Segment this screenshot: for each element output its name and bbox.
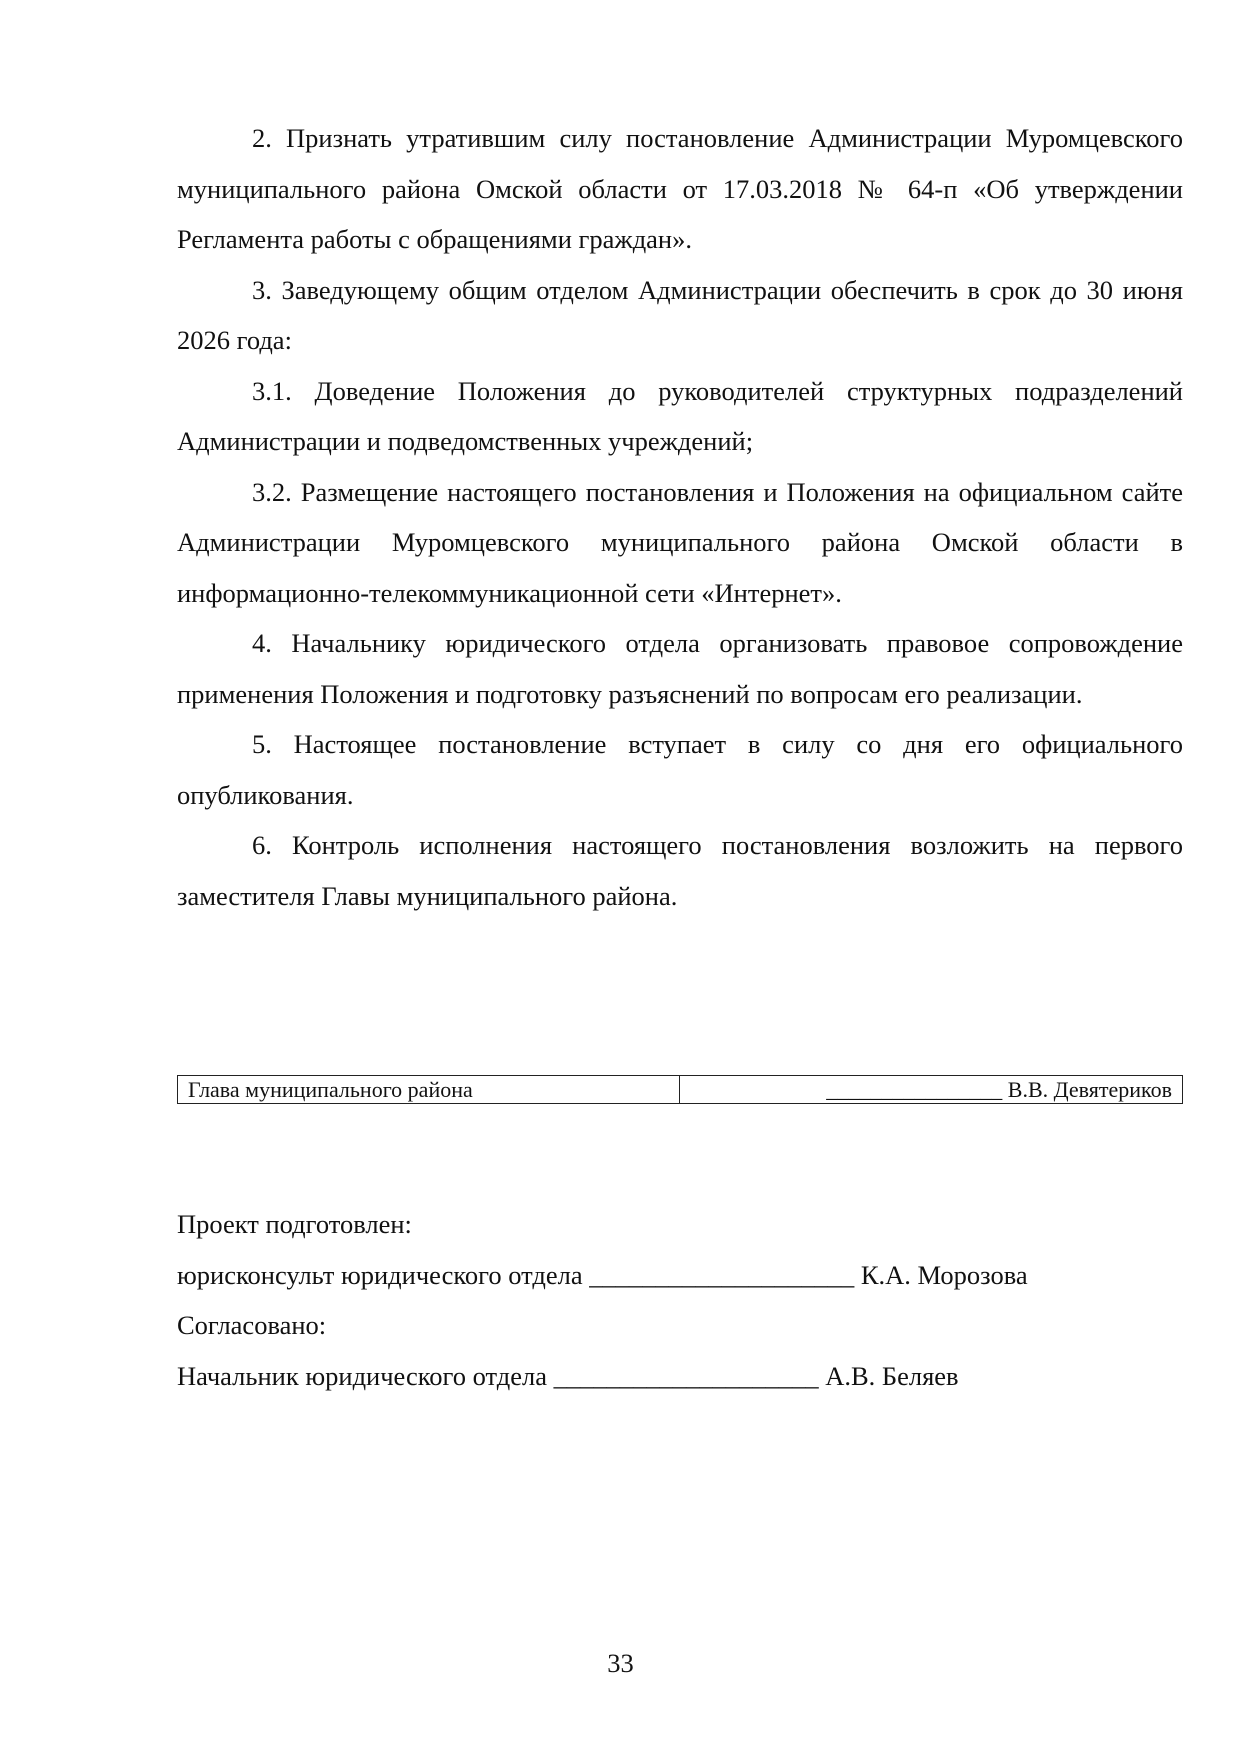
paragraph-5: 5. Настоящее постановление вступает в силу со дня его официального опубликования. xyxy=(177,729,1183,810)
paragraph-3: 3. Заведующему общим отделом Администрации обеспечить в срок до 30 июня 2026 года: xyxy=(177,274,1183,355)
paragraph-4: 4. Начальнику юридического отдела организовать правовое сопровождение применения Положения и подготовку разъяснений по вопросам его реализации. xyxy=(177,628,1183,709)
signature-name: ________________ В.В. Девятериков xyxy=(826,1077,1172,1102)
signature-table xyxy=(177,1075,1183,1104)
page-number: 33 xyxy=(607,1648,634,1678)
approval-block xyxy=(177,1199,1183,1401)
paragraph-6: 6. Контроль исполнения настоящего постановления возложить на первого заместителя Главы муниципального района. xyxy=(177,830,1183,911)
prepared-by: юрисконсульт юридического отдела ____________________ К.А. Морозова xyxy=(177,1259,1028,1290)
paragraph-2: 2. Признать утратившим силу постановление Администрации Муромцевского муниципального района Омской области от 17.03.2018 № 64-п «Об утверждении Регламента работы с обращениями граждан». xyxy=(177,123,1183,254)
document-body xyxy=(177,113,1183,921)
agreed-by: Начальник юридического отдела ____________________ А.В. Беляев xyxy=(177,1360,959,1391)
signature-position: Глава муниципального района xyxy=(178,1076,680,1103)
paragraph-3-2: 3.2. Размещение настоящего постановления и Положения на официальном сайте Администрации Муромцевского муниципального района Омской области в информационно-телекоммуникационной сети «Интернет». xyxy=(177,476,1183,608)
agreed-label: Согласовано: xyxy=(177,1310,327,1340)
paragraph-3-1: 3.1. Доведение Положения до руководителей структурных подразделений Администрации и подведомственных учреждений; xyxy=(177,375,1183,456)
prepared-label: Проект подготовлен: xyxy=(177,1209,412,1239)
